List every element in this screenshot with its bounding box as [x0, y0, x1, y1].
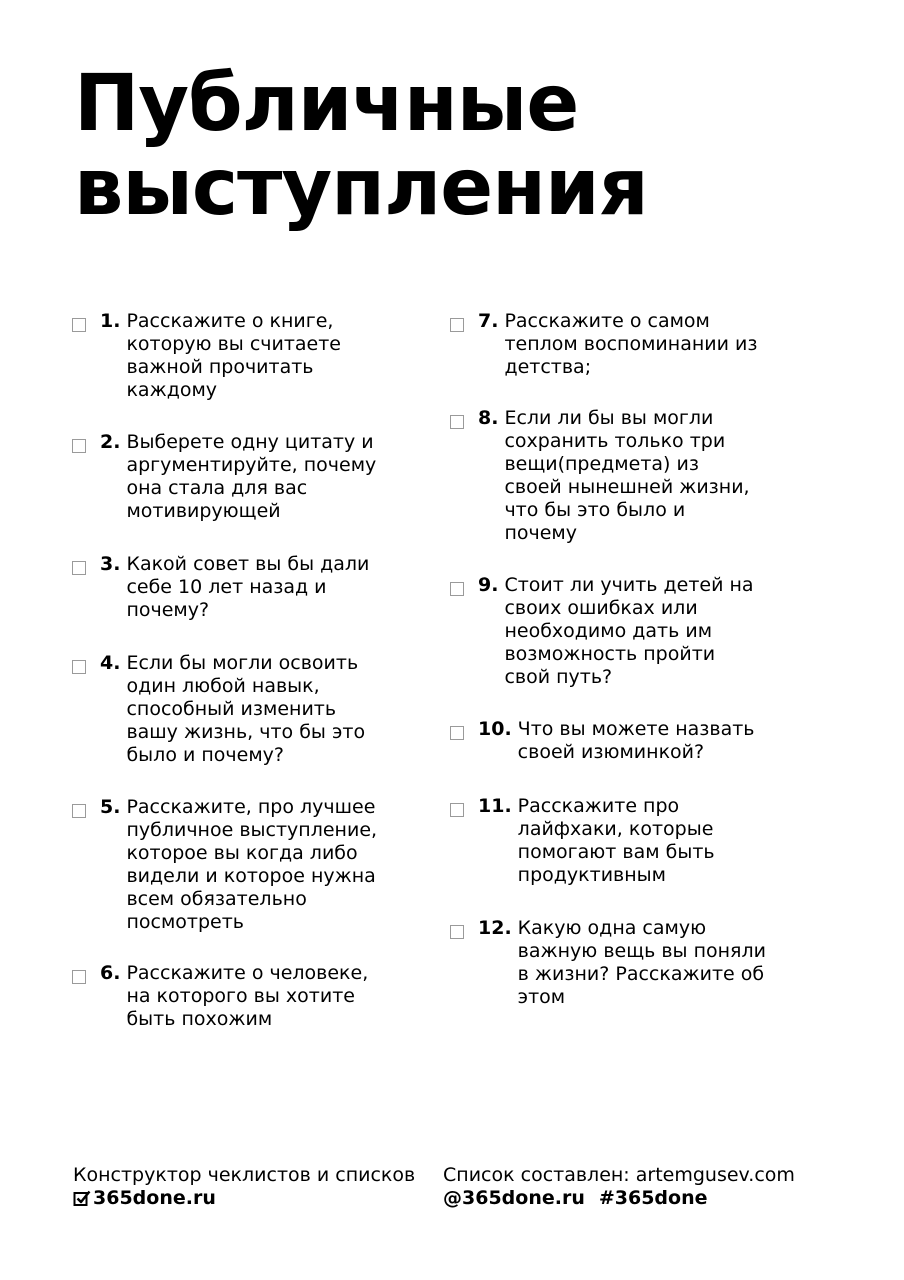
item-text: Расскажите, про лучшее публичное выступление, которое вы когда либо видели и которое нужна всем обязательно посмотреть [126, 796, 378, 933]
title-line-1: Публичные [74, 59, 579, 149]
hashtag[interactable]: #365done [598, 1187, 708, 1209]
item-number: 1. [100, 310, 121, 332]
checklist-item [450, 795, 715, 887]
item-text: Какой совет вы бы дали себе 10 лет назад и почему? [126, 553, 370, 621]
checklist-item [72, 553, 369, 622]
item-number: 7. [478, 310, 499, 332]
item-number: 2. [100, 431, 121, 453]
footer-left [73, 1164, 415, 1210]
checkbox[interactable] [72, 439, 86, 453]
item-number: 8. [478, 407, 499, 429]
checkbox[interactable] [450, 415, 464, 429]
item-number: 5. [100, 796, 121, 818]
brand-name: 365done.ru [93, 1187, 216, 1209]
checkbox[interactable] [72, 318, 86, 332]
item-text: Расскажите о самом теплом воспоминании из детства; [504, 310, 758, 378]
footer-author-credit: Список составлен: artemgusev.com [443, 1164, 795, 1186]
item-text: Если ли бы вы могли сохранить только три вещи(предмета) из своей нынешней жизни, что бы это было и почему [504, 407, 750, 544]
checkbox[interactable] [72, 660, 86, 674]
item-number: 12. [478, 917, 512, 939]
checkbox[interactable] [72, 970, 86, 984]
item-text: Расскажите о книге, которую вы считаете важной прочитать каждому [126, 310, 342, 401]
item-number: 11. [478, 795, 512, 817]
item-text: Расскажите про лайфхаки, которые помогают вам быть продуктивным [517, 795, 715, 886]
checklist-item [72, 431, 376, 523]
footer-right [443, 1164, 795, 1210]
footer-brand-link[interactable] [73, 1187, 415, 1210]
item-text: Стоит ли учить детей на своих ошибках или необходимо дать им возможность пройти свой путь? [504, 574, 754, 688]
checkbox[interactable] [450, 318, 464, 332]
footer-constructor-text: Конструктор чеклистов и списков [73, 1164, 416, 1186]
checklist-item [450, 310, 757, 379]
checkbox[interactable] [450, 726, 464, 740]
checkbox-check-icon [73, 1190, 91, 1208]
item-text: Какую одна самую важную вещь вы поняли в жизни? Расскажите об этом [517, 917, 766, 1008]
checkbox[interactable] [72, 561, 86, 575]
checkbox[interactable] [450, 925, 464, 939]
item-number: 6. [100, 962, 121, 984]
checklist-item [450, 917, 766, 1009]
checklist-item [450, 718, 755, 764]
checklist-item [72, 796, 377, 934]
item-text: Выберете одну цитату и аргументируйте, почему она стала для вас мотивирующей [126, 431, 377, 522]
item-number: 4. [100, 652, 121, 674]
checklist-item [450, 574, 754, 689]
checklist-item [72, 962, 368, 1031]
page-title [74, 59, 648, 233]
item-number: 9. [478, 574, 499, 596]
checklist-item [72, 310, 341, 402]
checkbox[interactable] [450, 803, 464, 817]
social-handle[interactable]: @365done.ru [443, 1187, 585, 1209]
checkbox[interactable] [450, 582, 464, 596]
checklist-item [72, 652, 365, 767]
item-number: 3. [100, 553, 121, 575]
footer-tags [443, 1187, 795, 1210]
title-line-2: выступления [74, 143, 648, 233]
item-number: 10. [478, 718, 512, 740]
item-text: Расскажите о человеке, на которого вы хотите быть похожим [126, 962, 369, 1030]
item-text: Что вы можете назвать своей изюминкой? [517, 718, 755, 763]
item-text: Если бы могли освоить один любой навык, способный изменить вашу жизнь, что бы это было и почему? [126, 652, 366, 766]
checklist-item [450, 407, 750, 545]
checkbox[interactable] [72, 804, 86, 818]
